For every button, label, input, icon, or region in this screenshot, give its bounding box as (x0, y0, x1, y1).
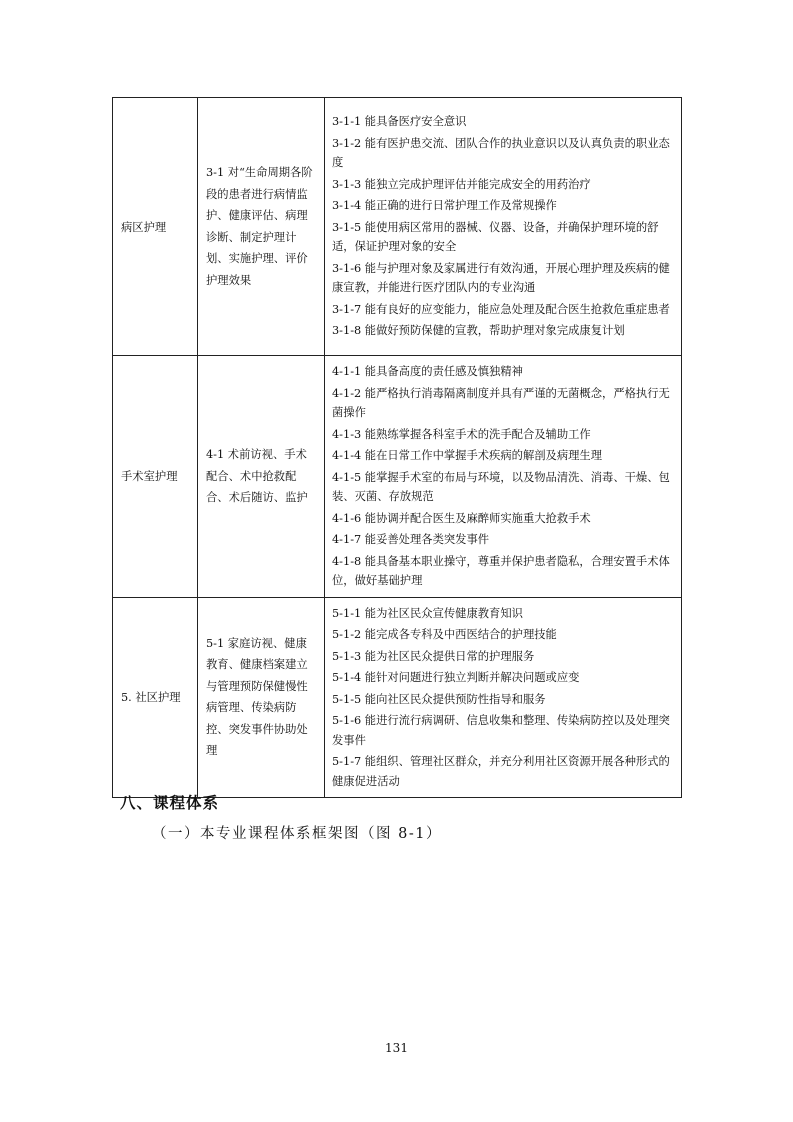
table-row (113, 597, 682, 798)
objective-cell: 4-1 术前访视、手术配合、术中抢救配合、术后随访、监护 (198, 356, 325, 598)
ability-item: 5-1-2 能完成各专科及中西医结合的护理技能 (332, 628, 557, 641)
ability-item: 5-1-4 能针对问题进行独立判断并解决问题或应变 (332, 671, 580, 684)
ability-item: 5-1-5 能向社区民众提供预防性指导和服务 (332, 692, 546, 706)
table-row (113, 98, 682, 356)
competency-table (112, 97, 682, 798)
ability-item: 4-1-3 能熟练掌握各科室手术的洗手配合及辅助工作 (332, 427, 591, 441)
abilities-cell (325, 98, 682, 356)
objective-cell: 3-1 对“生命周期各阶段的患者进行病情监护、健康评估、病理诊断、制定护理计划、实施护理、评价护理效果 (198, 98, 325, 356)
ability-item: 3-1-2 能有医护患交流、团队合作的执业意识以及认真负责的职业态度 (332, 136, 670, 170)
sub-heading: （一）本专业课程体系框架图（图 8-1） (152, 826, 442, 842)
ability-item: 4-1-5 能掌握手术室的布局与环境，以及物品清洗、消毒、干燥、包装、灭菌、存放规范 (332, 470, 670, 503)
section-heading: 八、课程体系 (120, 794, 220, 812)
table-row (113, 356, 682, 598)
work-area-cell: 手术室护理 (113, 356, 198, 598)
ability-item: 4-1-7 能妥善处理各类突发事件 (332, 533, 490, 546)
ability-item: 3-1-1 能具备医疗安全意识 (332, 115, 467, 129)
ability-item: 5-1-6 能进行流行病调研、信息收集和整理、传染病防控以及处理突发事件 (332, 714, 670, 747)
ability-item: 3-1-5 能使用病区常用的器械、仪器、设备，并确保护理环境的舒适，保证护理对象的安全 (332, 220, 659, 254)
objective-cell: 5-1 家庭访视、健康教育、健康档案建立与管理预防保健慢性病管理、传染病防控、突发事件协助处理 (198, 597, 325, 798)
abilities-cell (325, 597, 682, 798)
ability-item: 3-1-6 能与护理对象及家属进行有效沟通，开展心理护理及疾病的健康宣教，并能进行医疗团队内的专业沟通 (332, 261, 670, 295)
work-area-cell: 5. 社区护理 (113, 597, 198, 798)
work-area-cell: 病区护理 (113, 98, 198, 356)
competency-table-container (112, 97, 682, 798)
page-number: 131 (385, 1041, 408, 1055)
abilities-cell (325, 356, 682, 598)
ability-item: 5-1-1 能为社区民众宣传健康教育知识 (332, 606, 523, 620)
ability-item: 4-1-8 能具备基本职业操守，尊重并保护患者隐私，合理安置手术体位，做好基础护理 (332, 554, 670, 587)
ability-item: 5-1-3 能为社区民众提供日常的护理服务 (332, 649, 535, 663)
ability-item: 4-1-4 能在日常工作中掌握手术疾病的解剖及病理生理 (332, 449, 603, 462)
ability-item: 3-1-4 能正确的进行日常护理工作及常规操作 (332, 199, 557, 213)
ability-item: 3-1-8 能做好预防保健的宣教，帮助护理对象完成康复计划 (332, 324, 625, 338)
ability-item: 4-1-6 能协调并配合医生及麻醉师实施重大抢救手术 (332, 511, 591, 525)
ability-item: 4-1-2 能严格执行消毒隔离制度并具有严谨的无菌概念，严格执行无菌操作 (332, 386, 670, 419)
ability-item: 3-1-7 能有良好的应变能力，能应急处理及配合医生抢救危重症患者 (332, 302, 670, 316)
ability-item: 3-1-3 能独立完成护理评估并能完成安全的用药治疗 (332, 177, 591, 191)
ability-item: 5-1-7 能组织、管理社区群众，并充分利用社区资源开展各种形式的健康促进活动 (332, 755, 670, 788)
ability-item: 4-1-1 能具备高度的责任感及慎独精神 (332, 365, 523, 378)
